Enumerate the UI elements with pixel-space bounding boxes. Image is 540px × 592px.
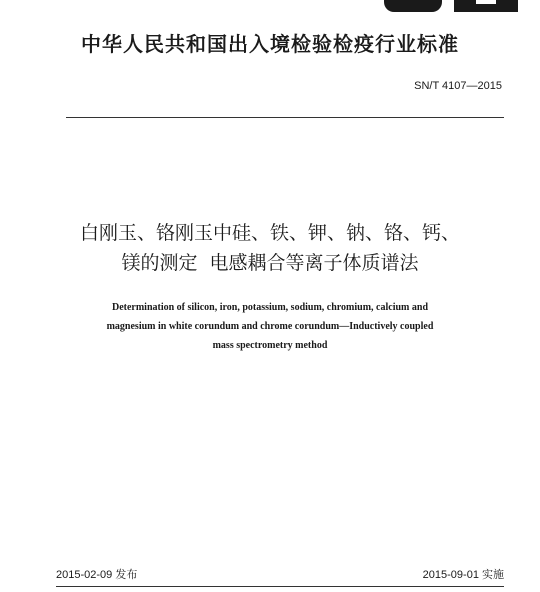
issue-date: 2015-02-09 发布 — [56, 569, 138, 581]
industry-standard-title: 中华人民共和国出入境检验检疫行业标准 — [81, 32, 459, 56]
header-divider — [66, 117, 504, 118]
english-title — [40, 298, 500, 355]
footer-divider — [56, 586, 504, 587]
english-title-line-2: magnesium in white corundum and chrome corundum—Inductively coupled — [106, 321, 434, 332]
chinese-title-line-2: 镁的测定 电感耦合等离子体质谱法 — [121, 252, 419, 274]
english-title-line-3: mass spectrometry method — [212, 340, 328, 351]
chinese-title-line-1: 白刚玉、铬刚玉中硅、铁、钾、钠、铬、钙、 — [79, 222, 460, 244]
sn-logo-icon — [384, 0, 524, 12]
standard-number: SN/T 4107—2015 — [414, 80, 502, 92]
english-title-line-1: Determination of silicon, iron, potassium, sodium, chromium, calcium and — [111, 302, 429, 313]
implementation-date: 2015-09-01 实施 — [422, 569, 504, 581]
chinese-title — [0, 218, 540, 278]
